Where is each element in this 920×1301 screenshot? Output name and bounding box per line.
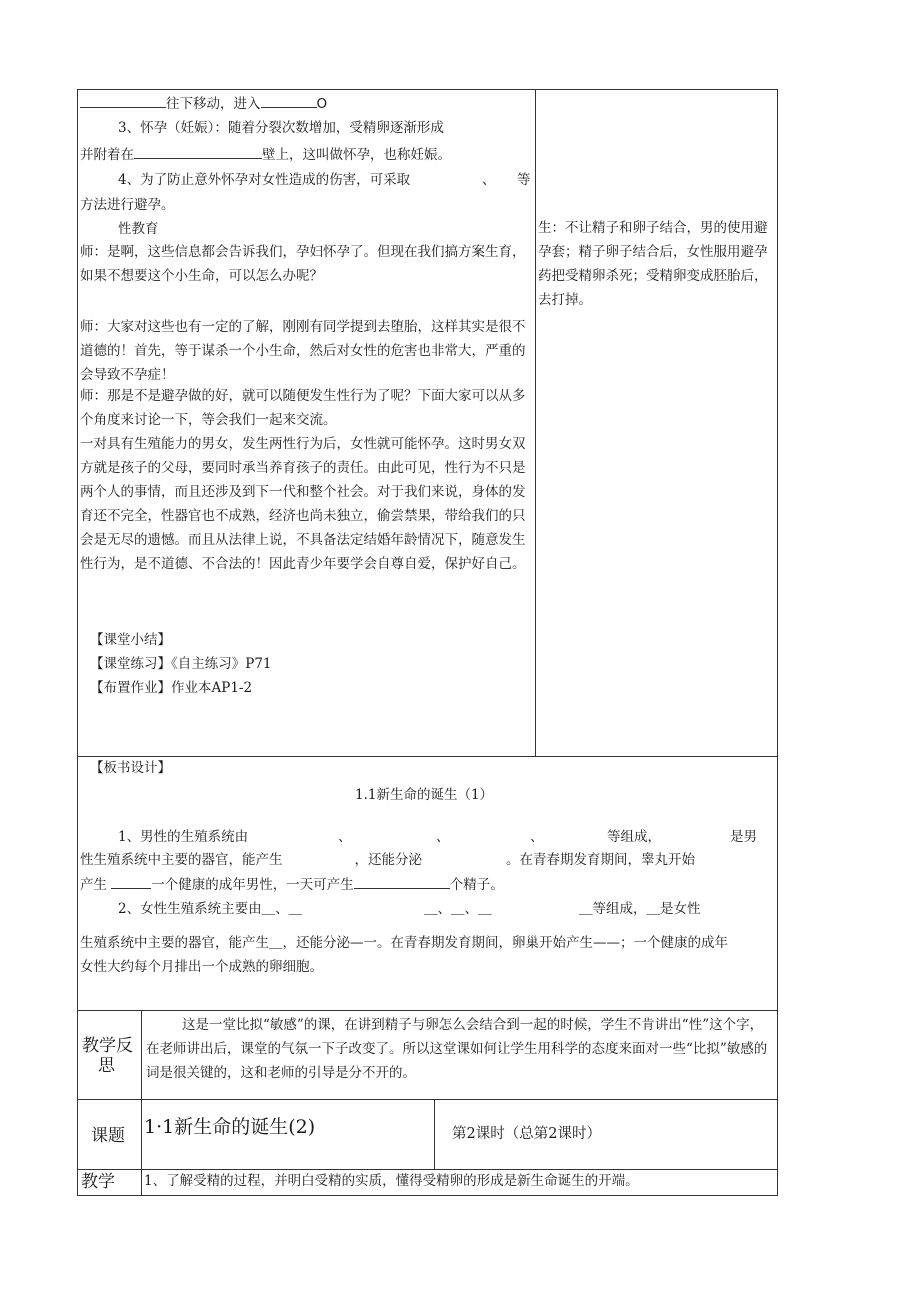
item-4-line-2: 方法进行避孕。 [80, 197, 175, 213]
row-divider-reflection [77, 1010, 778, 1011]
board-title: 1.1新生命的诞生（1） [355, 787, 494, 803]
male-line-3 [80, 873, 504, 896]
item-4-separator: 、 [482, 172, 496, 188]
topic-label-divider [141, 1099, 142, 1196]
reflection-label-divider [141, 1010, 142, 1099]
move-line-prefix: 往下移动，进入 [166, 96, 261, 112]
male-main-organ: 是男 [730, 829, 757, 845]
row-divider-topic [77, 1099, 778, 1100]
male-line-2-c: 。在青春期发育期间，睾丸开始 [506, 852, 695, 868]
female-line-2: 生殖系统中主要的器官，能产生＿，还能分泌—一。在青春期发育期间，卵巢开始产生——；一个健康的成年 [80, 935, 728, 951]
male-item-1: 1、男性的生殖系统由 [118, 829, 249, 845]
male-sep-3: 、 [530, 829, 544, 845]
male-sep-2: 、 [436, 829, 450, 845]
reflection-text: 这是一堂比拟“敏感”的课，在讲到精子与卵怎么会结合到一起的时候，学生不肯讲出“性”这个字，在老师讲出后，课堂的气氛一下子改变了。所以这堂课如何让学生用科学的态度来面对一些“比拟”敏感的词是很关键的，这和老师的引导是分不开的。 [146, 1017, 768, 1081]
male-compose: 等组成， [607, 829, 661, 845]
goals-item-1: 1、了解受精的过程，并明白受精的实质，懂得受精卵的形成是新生命诞生的开端。 [144, 1173, 639, 1189]
student-answer: 生：不让精子和卵子结合，男的使用避孕套；精子卵子结合后，女性服用避孕药把受精卵杀死；受精卵变成胚胎后，去打掉。 [538, 220, 768, 308]
female-item-2-end: ＿等组成，＿是女性 [579, 901, 701, 917]
sex-education-heading: 性教育 [118, 221, 159, 237]
male-line-3-b: 一个健康的成年男性，一天可产生 [151, 877, 354, 893]
table-left-border [77, 89, 78, 1196]
goals-label: 教学 [81, 1172, 115, 1192]
table-right-border [777, 89, 778, 1196]
teacher-paragraph-2: 师：大家对这些也有一定的了解，刚刚有同学提到去堕胎，这样其实是很不道德的！首先，等于谋杀一个小生命，然后对女性的危害也非常大，严重的会导致不孕症！ [80, 319, 526, 383]
item-3-suffix: 壁上，这叫做怀孕，也称妊娠。 [262, 147, 451, 163]
class-practice: 【课堂练习】《自主练习》P71 [90, 656, 272, 672]
homework: 【布置作业】作业本AP1-2 [90, 680, 253, 696]
item-3-prefix: 并附着在 [80, 147, 134, 163]
table-bottom-border [77, 1195, 778, 1196]
male-line-2-a: 性生殖系统中主要的器官，能产生 [80, 852, 283, 868]
male-line-2 [80, 849, 695, 871]
female-item-2: 2、女性生殖系统主要由＿、＿ [118, 901, 303, 917]
female-item-2-mid: ＿、＿、＿ [424, 901, 492, 917]
male-sep-1: 、 [338, 829, 352, 845]
reflection-label-1: 教学反 [82, 1036, 133, 1056]
discussion-paragraph: 一对具有生殖能力的男女，发生两性行为后，女性就可能怀孕。这时男女双方就是孩子的父母，要同时承当养育孩子的责任。由此可见，性行为不只是两个人的事情，而且还涉及到下一代和整个社会。对于我们来说，身体的发育还不完全，性器官也不成熟，经济也尚未独立，偷尝禁果，带给我们的只会是无尽的遗憾。而且从法律上说，不具备法定结婚年龄情况下，随意发生性行为，是不道德、不合法的！因此青少年要学会自尊自爱，保护好自己。 [80, 436, 526, 572]
teacher-paragraph-1: 师：是啊，这些信息都会告诉我们，孕妇怀孕了。但现在我们搞方案生育，如果不想要这个小生命，可以怎么办呢？ [80, 244, 526, 284]
column-divider [535, 89, 536, 756]
item-3-line-2 [80, 143, 451, 166]
reflection-label-2: 思 [98, 1056, 115, 1076]
move-line-suffix: O [316, 96, 328, 112]
item-3-line-1: 3、怀孕（妊娠）：随着分裂次数增加，受精卵逐渐形成 [118, 120, 444, 136]
topic-label: 课题 [91, 1126, 125, 1146]
topic-period: 第2课时（总第2课时） [452, 1126, 601, 1142]
table-top-border [77, 89, 778, 90]
topic-period-divider [434, 1099, 435, 1169]
item-4-line-1: 4、为了防止意外怀孕对女性造成的伤害，可采取 [118, 172, 411, 188]
male-line-3-c: 个精子。 [449, 877, 504, 893]
topic-title: 1·1新生命的诞生(2) [144, 1116, 316, 1138]
female-line-3: 女性大约每个月排出一个成熟的卵细胞。 [80, 959, 323, 975]
row-divider-board [77, 756, 778, 757]
class-summary: 【课堂小结】 [90, 632, 171, 648]
board-design-heading: 【板书设计】 [90, 760, 171, 776]
teacher-paragraph-3: 师：那是不是避孕做的好，就可以随便发生性行为了呢？下面大家可以从多个角度来讨论一下，等会我们一起来交流。 [80, 388, 526, 428]
item-4-end: 等 [517, 172, 531, 188]
move-line [80, 92, 327, 115]
male-line-3-a: 产生 [80, 877, 107, 893]
male-line-2-b: ，还能分泌 [354, 852, 422, 868]
